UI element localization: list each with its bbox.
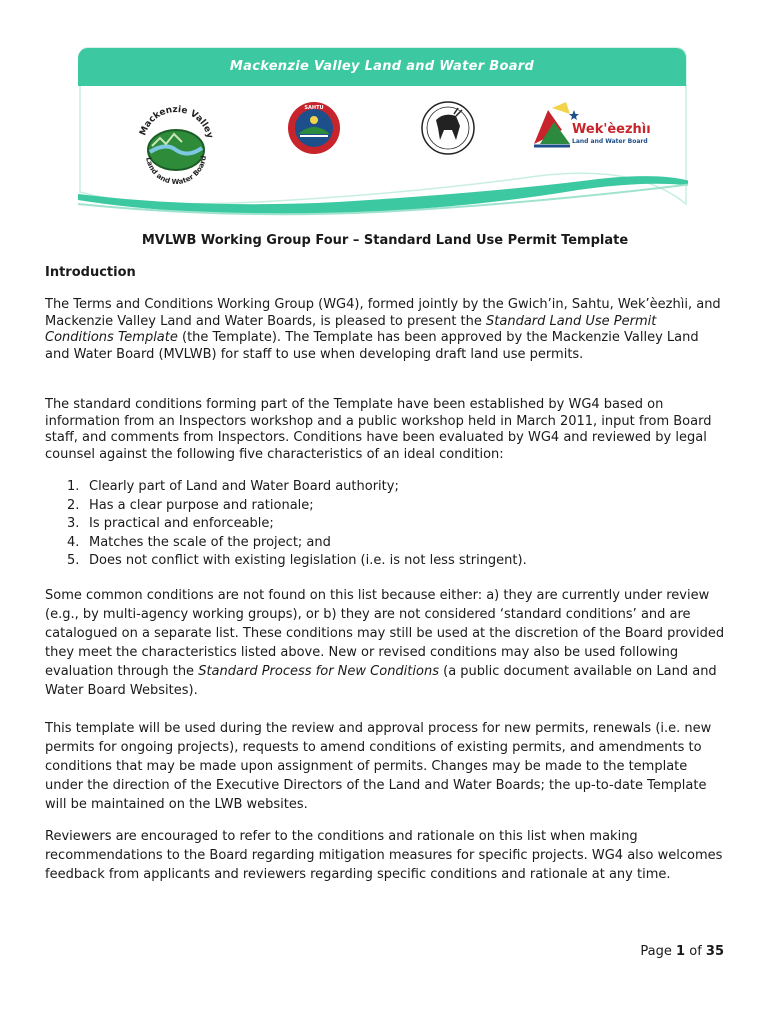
paragraph-5: Reviewers are encouraged to refer to the conditions and rationale on this list when making recommendations to the Board regarding mitigation measures for specific projects. WG4 also welcomes feedback from applicants and reviewers regarding specific conditions and rationale at any time. bbox=[45, 829, 723, 882]
sahtu-logo bbox=[286, 98, 342, 158]
page-number: Page 1 of 35 bbox=[640, 944, 724, 959]
list-item: 1. Clearly part of Land and Water Board authority; bbox=[67, 479, 399, 494]
list-item: 3. Is practical and enforceable; bbox=[67, 516, 274, 531]
mackenzie-valley-logo bbox=[136, 102, 216, 192]
list-item: 5. Does not conflict with existing legislation (i.e. is not less stringent). bbox=[67, 553, 527, 568]
mackenzie-logo-bottom-text: Land and Water Board bbox=[144, 155, 209, 187]
characteristics-list bbox=[45, 478, 725, 571]
document-title: MVLWB Working Group Four – Standard Land Use Permit Template bbox=[141, 233, 629, 248]
wekeezhii-logo bbox=[530, 100, 651, 152]
paragraph-4: This template will be used during the review and approval process for new permits, renewals (i.e. new permits for ongoing projects), requests to amend conditions of existing permits, and amendments to conditions that may be made upon assignment of permits. Changes may be made to the template under the direction of the Executive Directors of the Land and Water Boards; the up-to-date Template will be maintained on the LWB websites. bbox=[45, 721, 712, 812]
header-banner bbox=[78, 44, 688, 219]
sahtu-logo-text: SAHTU bbox=[304, 105, 324, 111]
banner-title: Mackenzie Valley Land and Water Board bbox=[78, 48, 686, 86]
gwichin-logo bbox=[420, 98, 476, 158]
list-item: 4. Matches the scale of the project; and bbox=[67, 534, 331, 550]
paragraph-1: The Terms and Conditions Working Group (WG4), formed jointly by the Gwich’in, Sahtu, Wek’èezhìi, and Mackenzie Valley Land and Water Boards, is pleased to present the Standard Land Use Permit Conditions Template (the Template). The Template has been approved by the Mackenzie Valley Land and Water Board (MVLWB) for staff to use when developing draft land use permits. bbox=[45, 297, 721, 362]
wekeezhii-logo-title: Wek'èezhìı bbox=[572, 122, 651, 137]
mackenzie-logo-top-text: Mackenzie Valley bbox=[138, 104, 215, 140]
list-item: 2. Has a clear purpose and rationale; bbox=[67, 497, 314, 513]
paragraph-2: The standard conditions forming part of the Template have been established by WG4 based on information from an Inspectors workshop and a public workshop held in March 2011, input from Board staff, and comments from Inspectors. Conditions have been evaluated by WG4 and reviewed by legal counsel against the following five characteristics of an ideal condition: bbox=[45, 397, 712, 462]
wekeezhii-logo-subtitle: Land and Water Board bbox=[572, 138, 648, 145]
paragraph-3: Some common conditions are not found on this list because either: a) they are currently under review (e.g., by multi-agency working groups), or b) they are not considered ‘standard conditions’ and are catalogued on a separate list. These conditions may still be used at the discretion of the Board provided they meet the characteristics listed above. New or revised conditions may also be used following evaluation through the Standard Process for New Conditions (a public document available on Land and Water Board Websites). bbox=[45, 588, 725, 698]
section-heading: Introduction bbox=[45, 265, 136, 280]
